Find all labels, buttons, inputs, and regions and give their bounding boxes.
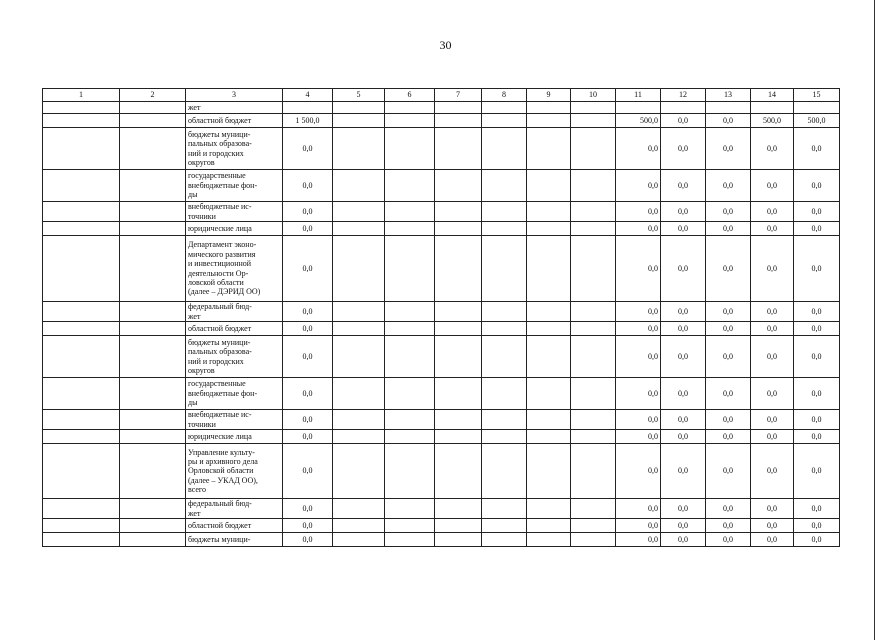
funding-source-cell: областной бюджет bbox=[186, 114, 283, 128]
empty-cell-9 bbox=[527, 322, 571, 336]
year-value-cell-13: 0,0 bbox=[706, 499, 751, 519]
empty-cell-6 bbox=[385, 170, 435, 202]
year-value-cell-11: 0,0 bbox=[616, 430, 661, 444]
empty-cell-2 bbox=[120, 336, 186, 378]
year-value-cell-13: 0,0 bbox=[706, 410, 751, 430]
empty-cell-10 bbox=[571, 430, 616, 444]
empty-cell-6 bbox=[385, 302, 435, 322]
empty-cell-9 bbox=[527, 170, 571, 202]
year-value-cell-13: 0,0 bbox=[706, 202, 751, 222]
empty-cell-7 bbox=[435, 222, 482, 236]
year-value-cell-15: 0,0 bbox=[794, 336, 840, 378]
column-header-3: 3 bbox=[186, 89, 283, 102]
year-value-cell-12: 0,0 bbox=[661, 222, 706, 236]
total-cell: 1 500,0 bbox=[283, 114, 333, 128]
empty-cell-10 bbox=[571, 519, 616, 533]
year-value-cell-13: 0,0 bbox=[706, 222, 751, 236]
year-value-cell-12: 0,0 bbox=[661, 202, 706, 222]
funding-source-cell: внебюджетные ис- точники bbox=[186, 202, 283, 222]
funding-source-cell: областной бюджет bbox=[186, 519, 283, 533]
column-header-9: 9 bbox=[527, 89, 571, 102]
empty-cell-6 bbox=[385, 114, 435, 128]
empty-cell-2 bbox=[120, 410, 186, 430]
empty-cell-10 bbox=[571, 102, 616, 114]
funding-source-cell: государственные внебюджетные фон- ды bbox=[186, 170, 283, 202]
empty-cell-5 bbox=[333, 322, 385, 336]
year-value-cell-15: 0,0 bbox=[794, 222, 840, 236]
funding-source-cell: федеральный бюд- жет bbox=[186, 302, 283, 322]
empty-cell-9 bbox=[527, 444, 571, 499]
year-value-cell-14: 0,0 bbox=[751, 410, 794, 430]
year-value-cell-14: 0,0 bbox=[751, 222, 794, 236]
column-header-14: 14 bbox=[751, 89, 794, 102]
total-cell bbox=[283, 102, 333, 114]
total-cell: 0,0 bbox=[283, 444, 333, 499]
empty-cell-1 bbox=[43, 114, 120, 128]
column-header-5: 5 bbox=[333, 89, 385, 102]
year-value-cell-15: 500,0 bbox=[794, 114, 840, 128]
table-row bbox=[43, 236, 840, 302]
year-value-cell-15: 0,0 bbox=[794, 378, 840, 410]
total-cell: 0,0 bbox=[283, 170, 333, 202]
year-value-cell-11: 0,0 bbox=[616, 202, 661, 222]
column-header-15: 15 bbox=[794, 89, 840, 102]
empty-cell-2 bbox=[120, 499, 186, 519]
year-value-cell-12: 0,0 bbox=[661, 128, 706, 170]
year-value-cell-12: 0,0 bbox=[661, 302, 706, 322]
empty-cell-1 bbox=[43, 410, 120, 430]
year-value-cell-11: 0,0 bbox=[616, 236, 661, 302]
year-value-cell-13: 0,0 bbox=[706, 114, 751, 128]
table-row bbox=[43, 302, 840, 322]
empty-cell-1 bbox=[43, 444, 120, 499]
empty-cell-1 bbox=[43, 378, 120, 410]
funding-source-cell: внебюджетные ис- точники bbox=[186, 410, 283, 430]
empty-cell-2 bbox=[120, 102, 186, 114]
year-value-cell-14: 0,0 bbox=[751, 430, 794, 444]
empty-cell-8 bbox=[482, 322, 527, 336]
year-value-cell-14: 0,0 bbox=[751, 202, 794, 222]
empty-cell-8 bbox=[482, 336, 527, 378]
empty-cell-6 bbox=[385, 378, 435, 410]
empty-cell-8 bbox=[482, 533, 527, 547]
year-value-cell-14: 0,0 bbox=[751, 499, 794, 519]
empty-cell-5 bbox=[333, 202, 385, 222]
empty-cell-1 bbox=[43, 336, 120, 378]
empty-cell-9 bbox=[527, 336, 571, 378]
year-value-cell-15 bbox=[794, 102, 840, 114]
year-value-cell-14: 0,0 bbox=[751, 322, 794, 336]
year-value-cell-12: 0,0 bbox=[661, 378, 706, 410]
column-header-10: 10 bbox=[571, 89, 616, 102]
empty-cell-8 bbox=[482, 236, 527, 302]
empty-cell-2 bbox=[120, 430, 186, 444]
year-value-cell-14: 500,0 bbox=[751, 114, 794, 128]
year-value-cell-12: 0,0 bbox=[661, 410, 706, 430]
empty-cell-10 bbox=[571, 533, 616, 547]
empty-cell-6 bbox=[385, 444, 435, 499]
empty-cell-9 bbox=[527, 114, 571, 128]
table-row bbox=[43, 430, 840, 444]
funding-source-cell: юридические лица bbox=[186, 430, 283, 444]
empty-cell-10 bbox=[571, 236, 616, 302]
year-value-cell-14: 0,0 bbox=[751, 533, 794, 547]
total-cell: 0,0 bbox=[283, 202, 333, 222]
column-header-13: 13 bbox=[706, 89, 751, 102]
empty-cell-9 bbox=[527, 378, 571, 410]
empty-cell-8 bbox=[482, 378, 527, 410]
empty-cell-2 bbox=[120, 519, 186, 533]
year-value-cell-11: 0,0 bbox=[616, 410, 661, 430]
year-value-cell-12: 0,0 bbox=[661, 499, 706, 519]
empty-cell-6 bbox=[385, 222, 435, 236]
column-header-11: 11 bbox=[616, 89, 661, 102]
year-value-cell-11: 0,0 bbox=[616, 336, 661, 378]
empty-cell-5 bbox=[333, 302, 385, 322]
table-row bbox=[43, 378, 840, 410]
empty-cell-10 bbox=[571, 378, 616, 410]
empty-cell-7 bbox=[435, 533, 482, 547]
empty-cell-9 bbox=[527, 102, 571, 114]
empty-cell-10 bbox=[571, 499, 616, 519]
empty-cell-10 bbox=[571, 444, 616, 499]
column-header-7: 7 bbox=[435, 89, 482, 102]
year-value-cell-12: 0,0 bbox=[661, 236, 706, 302]
empty-cell-10 bbox=[571, 202, 616, 222]
budget-table bbox=[42, 88, 840, 547]
empty-cell-8 bbox=[482, 170, 527, 202]
total-cell: 0,0 bbox=[283, 336, 333, 378]
empty-cell-1 bbox=[43, 430, 120, 444]
total-cell: 0,0 bbox=[283, 519, 333, 533]
year-value-cell-12: 0,0 bbox=[661, 170, 706, 202]
total-cell: 0,0 bbox=[283, 128, 333, 170]
funding-source-cell: Департамент эконо- мического развития и инвестиционной деятельности Ор- ловской области (далее – ДЭРИД ОО) bbox=[186, 236, 283, 302]
column-header-12: 12 bbox=[661, 89, 706, 102]
empty-cell-7 bbox=[435, 322, 482, 336]
empty-cell-10 bbox=[571, 170, 616, 202]
year-value-cell-11: 0,0 bbox=[616, 322, 661, 336]
table-row bbox=[43, 170, 840, 202]
table-body bbox=[43, 102, 840, 547]
empty-cell-1 bbox=[43, 128, 120, 170]
empty-cell-7 bbox=[435, 410, 482, 430]
empty-cell-6 bbox=[385, 533, 435, 547]
year-value-cell-13: 0,0 bbox=[706, 444, 751, 499]
funding-source-cell: юридические лица bbox=[186, 222, 283, 236]
empty-cell-1 bbox=[43, 302, 120, 322]
empty-cell-2 bbox=[120, 302, 186, 322]
total-cell: 0,0 bbox=[283, 222, 333, 236]
year-value-cell-12: 0,0 bbox=[661, 114, 706, 128]
empty-cell-2 bbox=[120, 444, 186, 499]
year-value-cell-12: 0,0 bbox=[661, 322, 706, 336]
empty-cell-5 bbox=[333, 128, 385, 170]
table-row bbox=[43, 533, 840, 547]
empty-cell-1 bbox=[43, 533, 120, 547]
empty-cell-6 bbox=[385, 336, 435, 378]
empty-cell-1 bbox=[43, 322, 120, 336]
empty-cell-9 bbox=[527, 202, 571, 222]
year-value-cell-15: 0,0 bbox=[794, 499, 840, 519]
empty-cell-2 bbox=[120, 378, 186, 410]
empty-cell-7 bbox=[435, 499, 482, 519]
total-cell: 0,0 bbox=[283, 378, 333, 410]
empty-cell-8 bbox=[482, 430, 527, 444]
table-row bbox=[43, 128, 840, 170]
year-value-cell-14: 0,0 bbox=[751, 170, 794, 202]
empty-cell-10 bbox=[571, 128, 616, 170]
empty-cell-2 bbox=[120, 202, 186, 222]
empty-cell-8 bbox=[482, 202, 527, 222]
year-value-cell-13: 0,0 bbox=[706, 322, 751, 336]
funding-source-cell: Управление культу- ры и архивного дела Орловской области (далее – УКАД ОО), всего bbox=[186, 444, 283, 499]
empty-cell-2 bbox=[120, 222, 186, 236]
empty-cell-5 bbox=[333, 533, 385, 547]
page-edge bbox=[874, 0, 875, 640]
table-row bbox=[43, 499, 840, 519]
funding-source-cell: федеральный бюд- жет bbox=[186, 499, 283, 519]
year-value-cell-11: 0,0 bbox=[616, 302, 661, 322]
year-value-cell-13: 0,0 bbox=[706, 378, 751, 410]
year-value-cell-11: 0,0 bbox=[616, 444, 661, 499]
funding-source-cell: бюджеты муници- пальных образова- ний и городских округов bbox=[186, 128, 283, 170]
year-value-cell-11 bbox=[616, 102, 661, 114]
total-cell: 0,0 bbox=[283, 322, 333, 336]
empty-cell-10 bbox=[571, 302, 616, 322]
empty-cell-8 bbox=[482, 114, 527, 128]
empty-cell-5 bbox=[333, 336, 385, 378]
year-value-cell-15: 0,0 bbox=[794, 444, 840, 499]
total-cell: 0,0 bbox=[283, 410, 333, 430]
table-row bbox=[43, 222, 840, 236]
year-value-cell-11: 0,0 bbox=[616, 519, 661, 533]
page-number: 30 bbox=[439, 38, 452, 52]
empty-cell-7 bbox=[435, 114, 482, 128]
year-value-cell-11: 0,0 bbox=[616, 170, 661, 202]
empty-cell-7 bbox=[435, 444, 482, 499]
total-cell: 0,0 bbox=[283, 430, 333, 444]
table-row bbox=[43, 444, 840, 499]
year-value-cell-13 bbox=[706, 102, 751, 114]
year-value-cell-13: 0,0 bbox=[706, 533, 751, 547]
empty-cell-8 bbox=[482, 128, 527, 170]
table-row bbox=[43, 114, 840, 128]
empty-cell-10 bbox=[571, 410, 616, 430]
empty-cell-8 bbox=[482, 102, 527, 114]
year-value-cell-13: 0,0 bbox=[706, 430, 751, 444]
empty-cell-8 bbox=[482, 302, 527, 322]
total-cell: 0,0 bbox=[283, 302, 333, 322]
empty-cell-5 bbox=[333, 519, 385, 533]
empty-cell-5 bbox=[333, 102, 385, 114]
year-value-cell-15: 0,0 bbox=[794, 170, 840, 202]
year-value-cell-14: 0,0 bbox=[751, 336, 794, 378]
funding-source-cell: бюджеты муници- пальных образова- ний и городских округов bbox=[186, 336, 283, 378]
empty-cell-5 bbox=[333, 170, 385, 202]
year-value-cell-11: 0,0 bbox=[616, 499, 661, 519]
empty-cell-1 bbox=[43, 499, 120, 519]
empty-cell-1 bbox=[43, 102, 120, 114]
empty-cell-1 bbox=[43, 202, 120, 222]
year-value-cell-14 bbox=[751, 102, 794, 114]
table-row bbox=[43, 519, 840, 533]
year-value-cell-15: 0,0 bbox=[794, 128, 840, 170]
header-row bbox=[43, 89, 840, 102]
year-value-cell-11: 0,0 bbox=[616, 222, 661, 236]
year-value-cell-12: 0,0 bbox=[661, 336, 706, 378]
year-value-cell-14: 0,0 bbox=[751, 444, 794, 499]
empty-cell-9 bbox=[527, 499, 571, 519]
year-value-cell-15: 0,0 bbox=[794, 430, 840, 444]
table-row bbox=[43, 336, 840, 378]
empty-cell-9 bbox=[527, 430, 571, 444]
funding-source-cell: бюджеты муници- bbox=[186, 533, 283, 547]
year-value-cell-14: 0,0 bbox=[751, 128, 794, 170]
empty-cell-7 bbox=[435, 430, 482, 444]
empty-cell-7 bbox=[435, 102, 482, 114]
year-value-cell-11: 0,0 bbox=[616, 128, 661, 170]
empty-cell-7 bbox=[435, 519, 482, 533]
empty-cell-5 bbox=[333, 410, 385, 430]
year-value-cell-13: 0,0 bbox=[706, 302, 751, 322]
year-value-cell-12 bbox=[661, 102, 706, 114]
empty-cell-2 bbox=[120, 114, 186, 128]
total-cell: 0,0 bbox=[283, 236, 333, 302]
total-cell: 0,0 bbox=[283, 499, 333, 519]
column-header-8: 8 bbox=[482, 89, 527, 102]
funding-source-cell: жет bbox=[186, 102, 283, 114]
empty-cell-6 bbox=[385, 499, 435, 519]
empty-cell-6 bbox=[385, 102, 435, 114]
empty-cell-2 bbox=[120, 322, 186, 336]
year-value-cell-15: 0,0 bbox=[794, 533, 840, 547]
empty-cell-5 bbox=[333, 222, 385, 236]
year-value-cell-11: 0,0 bbox=[616, 378, 661, 410]
empty-cell-9 bbox=[527, 128, 571, 170]
empty-cell-6 bbox=[385, 410, 435, 430]
empty-cell-9 bbox=[527, 410, 571, 430]
total-cell: 0,0 bbox=[283, 533, 333, 547]
empty-cell-8 bbox=[482, 222, 527, 236]
empty-cell-6 bbox=[385, 430, 435, 444]
empty-cell-8 bbox=[482, 410, 527, 430]
empty-cell-5 bbox=[333, 236, 385, 302]
empty-cell-10 bbox=[571, 114, 616, 128]
empty-cell-2 bbox=[120, 533, 186, 547]
empty-cell-10 bbox=[571, 322, 616, 336]
empty-cell-10 bbox=[571, 222, 616, 236]
year-value-cell-13: 0,0 bbox=[706, 336, 751, 378]
funding-source-cell: государственные внебюджетные фон- ды bbox=[186, 378, 283, 410]
empty-cell-6 bbox=[385, 236, 435, 302]
empty-cell-9 bbox=[527, 302, 571, 322]
table-row bbox=[43, 102, 840, 114]
year-value-cell-11: 500,0 bbox=[616, 114, 661, 128]
year-value-cell-13: 0,0 bbox=[706, 128, 751, 170]
empty-cell-5 bbox=[333, 430, 385, 444]
column-header-4: 4 bbox=[283, 89, 333, 102]
empty-cell-9 bbox=[527, 222, 571, 236]
column-header-2: 2 bbox=[120, 89, 186, 102]
empty-cell-6 bbox=[385, 322, 435, 336]
table-row bbox=[43, 322, 840, 336]
empty-cell-5 bbox=[333, 114, 385, 128]
empty-cell-9 bbox=[527, 519, 571, 533]
empty-cell-6 bbox=[385, 202, 435, 222]
empty-cell-7 bbox=[435, 336, 482, 378]
year-value-cell-13: 0,0 bbox=[706, 170, 751, 202]
empty-cell-9 bbox=[527, 236, 571, 302]
empty-cell-7 bbox=[435, 202, 482, 222]
empty-cell-1 bbox=[43, 222, 120, 236]
empty-cell-9 bbox=[527, 533, 571, 547]
year-value-cell-13: 0,0 bbox=[706, 236, 751, 302]
empty-cell-7 bbox=[435, 236, 482, 302]
empty-cell-2 bbox=[120, 236, 186, 302]
empty-cell-6 bbox=[385, 519, 435, 533]
table-row bbox=[43, 410, 840, 430]
year-value-cell-14: 0,0 bbox=[751, 378, 794, 410]
year-value-cell-15: 0,0 bbox=[794, 322, 840, 336]
empty-cell-7 bbox=[435, 170, 482, 202]
empty-cell-7 bbox=[435, 128, 482, 170]
table-row bbox=[43, 202, 840, 222]
year-value-cell-15: 0,0 bbox=[794, 302, 840, 322]
empty-cell-10 bbox=[571, 336, 616, 378]
year-value-cell-12: 0,0 bbox=[661, 519, 706, 533]
empty-cell-8 bbox=[482, 499, 527, 519]
year-value-cell-12: 0,0 bbox=[661, 533, 706, 547]
empty-cell-2 bbox=[120, 128, 186, 170]
funding-source-cell: областной бюджет bbox=[186, 322, 283, 336]
empty-cell-2 bbox=[120, 170, 186, 202]
year-value-cell-15: 0,0 bbox=[794, 202, 840, 222]
empty-cell-5 bbox=[333, 378, 385, 410]
empty-cell-7 bbox=[435, 378, 482, 410]
year-value-cell-11: 0,0 bbox=[616, 533, 661, 547]
empty-cell-1 bbox=[43, 519, 120, 533]
empty-cell-8 bbox=[482, 519, 527, 533]
empty-cell-5 bbox=[333, 444, 385, 499]
empty-cell-8 bbox=[482, 444, 527, 499]
year-value-cell-15: 0,0 bbox=[794, 236, 840, 302]
column-header-1: 1 bbox=[43, 89, 120, 102]
year-value-cell-15: 0,0 bbox=[794, 410, 840, 430]
column-header-6: 6 bbox=[385, 89, 435, 102]
year-value-cell-12: 0,0 bbox=[661, 430, 706, 444]
empty-cell-6 bbox=[385, 128, 435, 170]
empty-cell-1 bbox=[43, 170, 120, 202]
empty-cell-5 bbox=[333, 499, 385, 519]
year-value-cell-13: 0,0 bbox=[706, 519, 751, 533]
year-value-cell-12: 0,0 bbox=[661, 444, 706, 499]
empty-cell-7 bbox=[435, 302, 482, 322]
year-value-cell-14: 0,0 bbox=[751, 302, 794, 322]
empty-cell-1 bbox=[43, 236, 120, 302]
year-value-cell-15: 0,0 bbox=[794, 519, 840, 533]
year-value-cell-14: 0,0 bbox=[751, 519, 794, 533]
year-value-cell-14: 0,0 bbox=[751, 236, 794, 302]
